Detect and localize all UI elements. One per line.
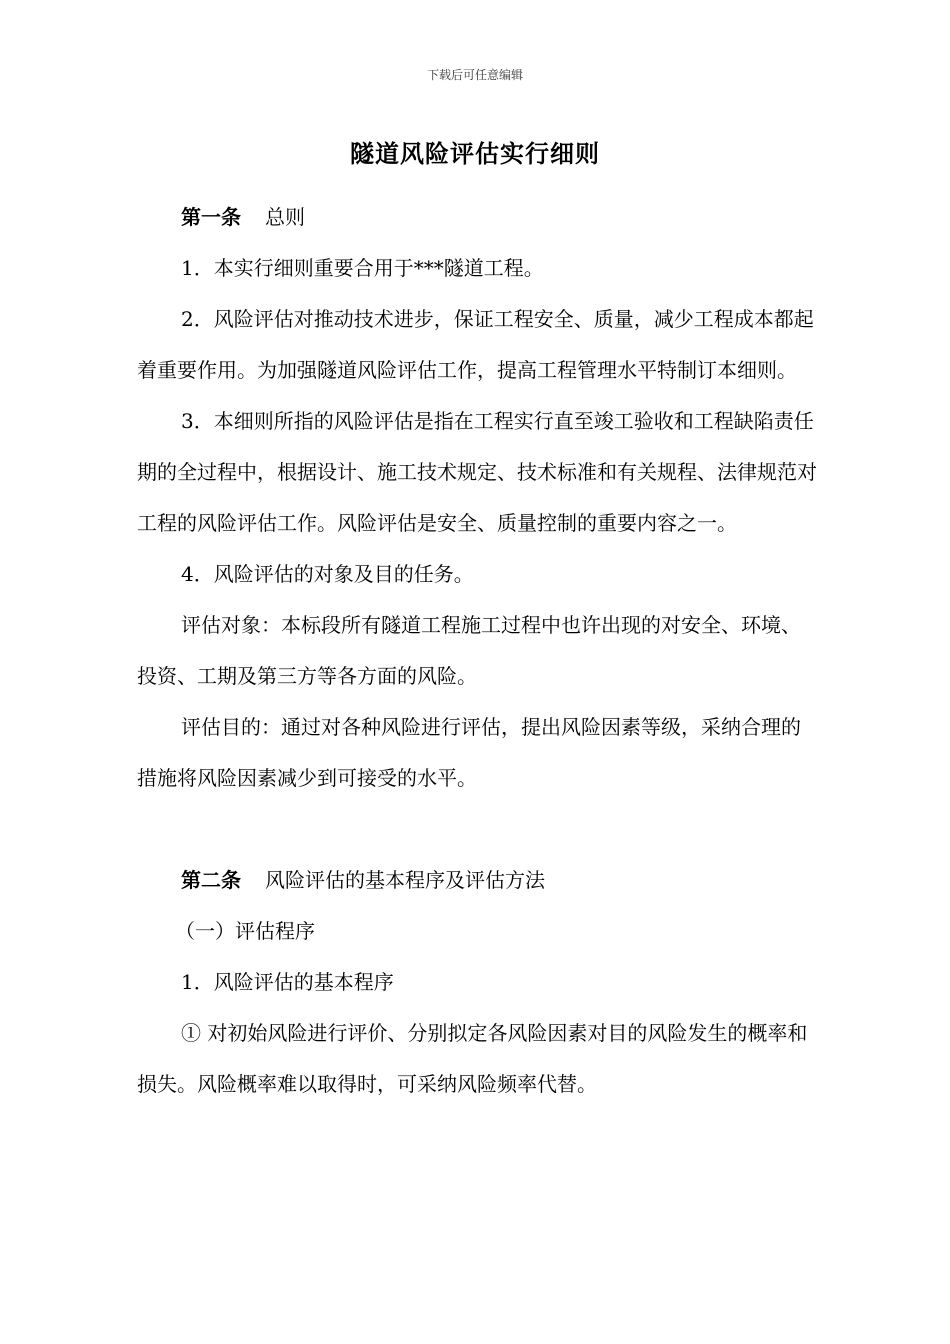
paragraph: 1．风险评估的基本程序 [181,970,394,994]
paragraph: 2．风险评估对推动技术进步，保证工程安全、质量，减少工程成本都起着重要作用。为加强隧道风险评估工作，提高工程管理水平特制订本细则。 [137,307,814,382]
section-spacer [137,804,817,855]
article-2-heading [137,855,817,906]
article-1-heading [137,192,817,243]
article-2-title: 风险评估的基本程序及评估方法 [265,868,545,892]
article-1-number: 第一条 [181,205,241,229]
paragraph: 评估对象：本标段所有隧道工程施工过程中也许出现的对安全、环境、投资、工期及第三方等各方面的风险。 [137,613,801,688]
paragraph: 评估目的：通过对各种风险进行评估，提出风险因素等级，采纳合理的措施将风险因素减少到可接受的水平。 [137,715,801,790]
article-1-title: 总则 [265,205,305,229]
paragraph: （一）评估程序 [175,919,315,943]
paragraph: 4．风险评估的对象及目的任务。 [181,562,474,586]
paragraph: 1．本实行细则重要合用于***隧道工程。 [181,256,544,280]
paragraph: 3．本细则所指的风险评估是指在工程实行直至竣工验收和工程缺陷责任期的全过程中，根据设计、施工技术规定、技术标准和有关规程、法律规范对工程的风险评估工作。风险评估是安全、质量控制的重要内容之一。 [137,409,817,535]
article-2-number: 第二条 [181,868,241,892]
document-title: 隧道风险评估实行细则 [350,140,600,168]
header-note: 下载后可任意编辑 [426,68,523,82]
paragraph: ① 对初始风险进行评价、分别拟定各风险因素对目的风险发生的概率和损失。风险概率难以取得时，可采纳风险频率代替。 [137,1021,808,1096]
document-body [137,192,817,1110]
